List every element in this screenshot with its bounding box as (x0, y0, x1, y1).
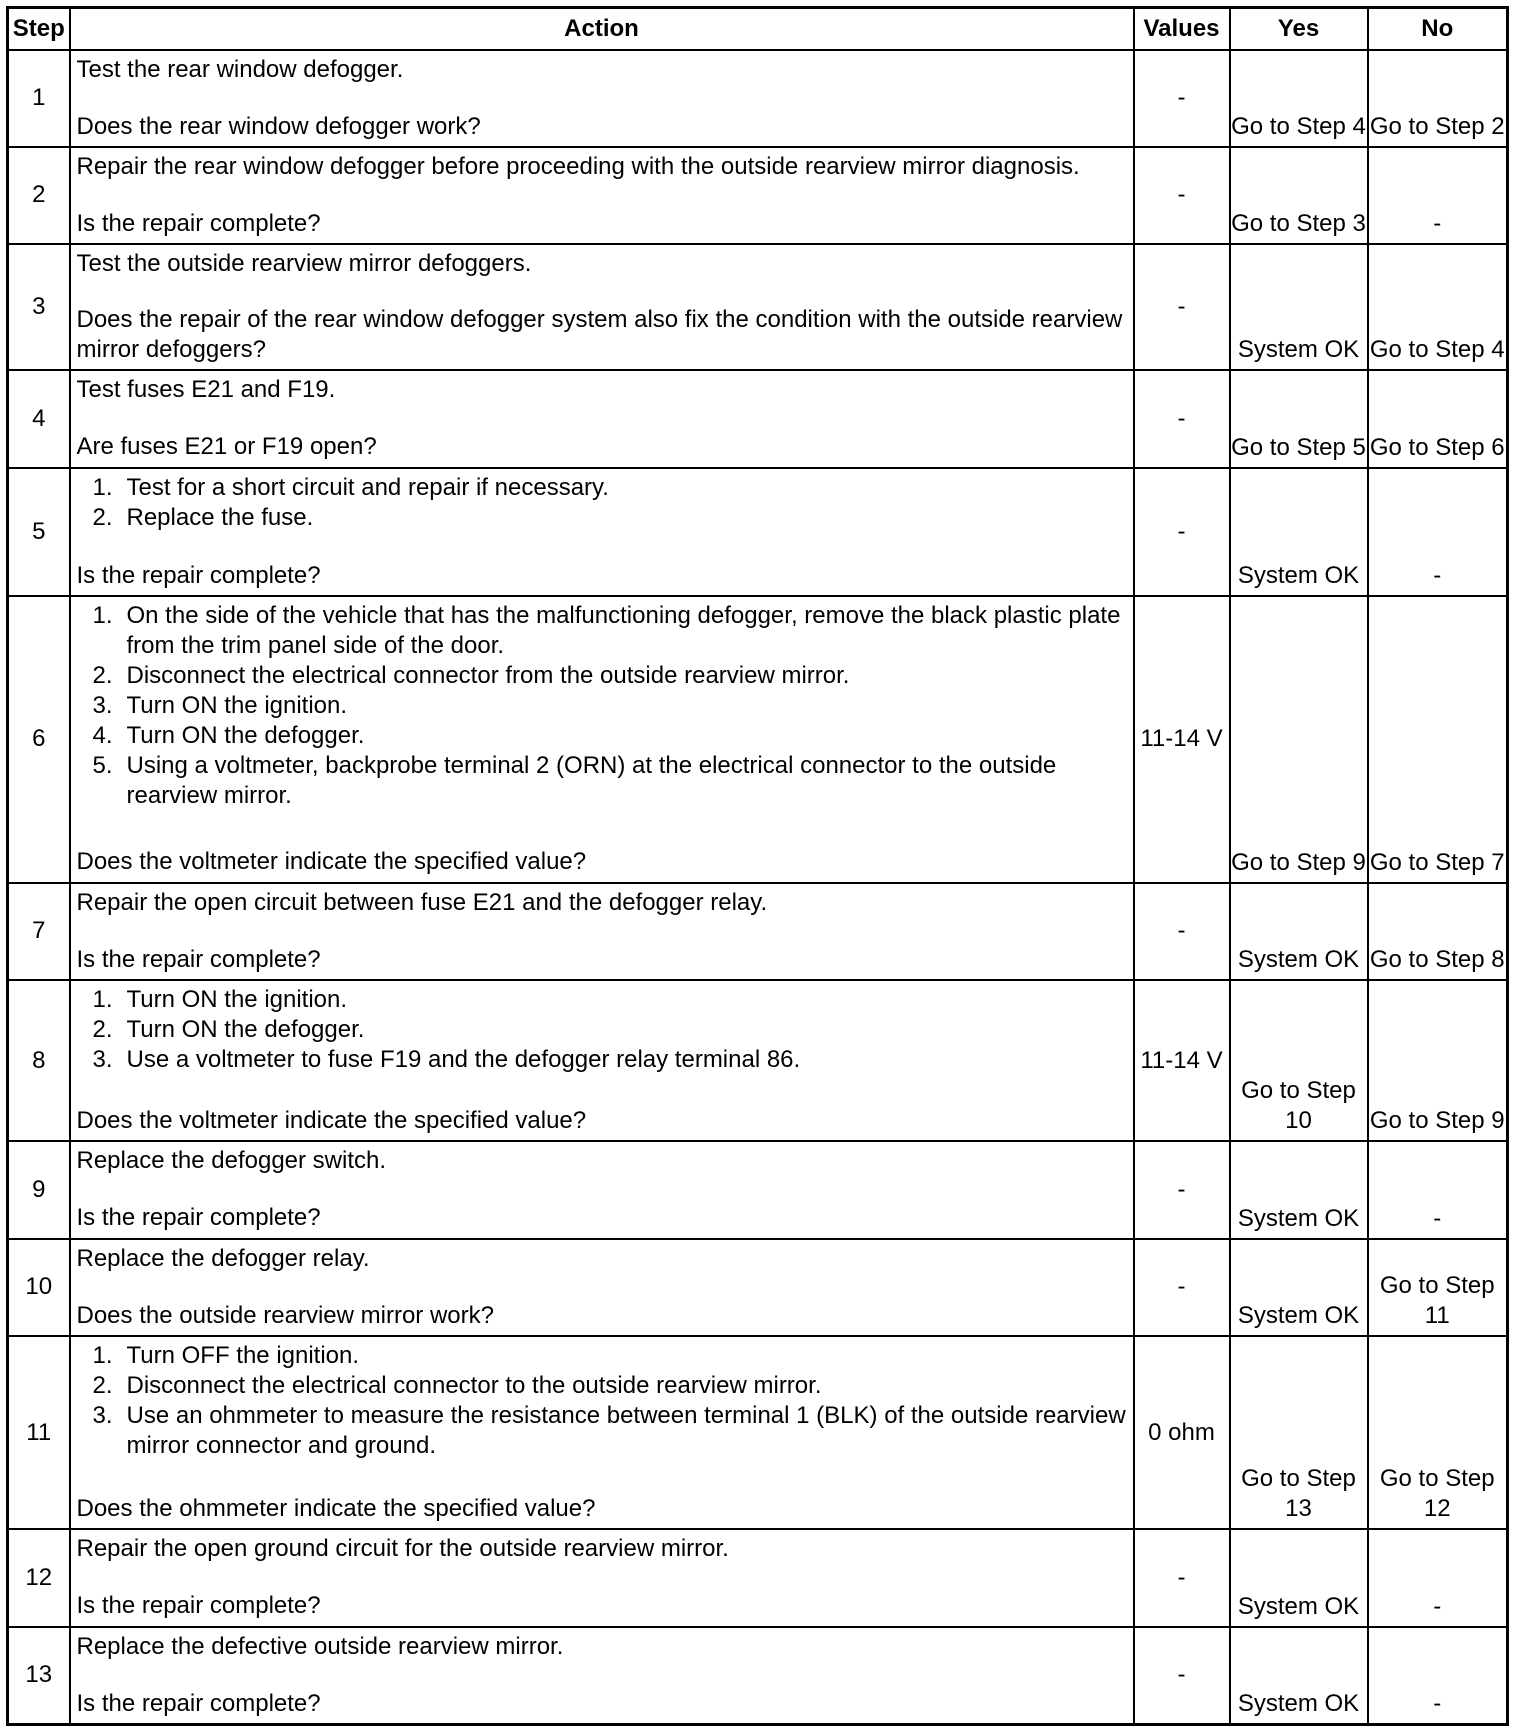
action-cell (70, 1336, 1134, 1530)
yes-action: System OK (1230, 1627, 1368, 1725)
yes-action: System OK (1230, 468, 1368, 596)
action-instructions (77, 1244, 1127, 1296)
action-content (77, 888, 1127, 975)
action-instructions (77, 1341, 1127, 1483)
action-cell (70, 468, 1134, 596)
step-number: 3 (8, 244, 70, 370)
header-row (8, 8, 1508, 50)
value-cell: - (1134, 50, 1230, 147)
action-instructions (77, 1534, 1127, 1586)
action-step-item: Use an ohmmeter to measure the resistance between terminal 1 (BLK) of the outside rearview mirror connector and ground. (126, 1401, 1126, 1459)
action-instructions (77, 473, 1127, 555)
action-step-item: Disconnect the electrical connector to the outside rearview mirror. (126, 1371, 822, 1399)
no-action: - (1368, 1627, 1508, 1725)
action-question: Is the repair complete? (76, 1204, 321, 1232)
table-body (8, 50, 1508, 1725)
action-instructions (77, 601, 1127, 833)
table-row (8, 244, 1508, 370)
action-text: Replace the defogger relay. (76, 1244, 370, 1272)
action-content (77, 249, 1127, 365)
action-instructions (77, 1146, 1127, 1198)
action-step-item: Replace the fuse. (126, 503, 314, 531)
action-text: Test the outside rearview mirror defoggers. (76, 250, 532, 277)
action-text: Repair the open circuit between fuse E21 and the defogger relay. (76, 888, 768, 916)
no-action: - (1368, 468, 1508, 596)
no-action: - (1368, 1141, 1508, 1238)
action-step-item: Disconnect the electrical connector from the outside rearview mirror. (126, 661, 850, 689)
action-step-item: Turn ON the ignition. (126, 985, 348, 1013)
action-question: Is the repair complete? (76, 945, 321, 973)
no-action: Go to Step 7 (1368, 596, 1508, 883)
no-action: Go to Step 9 (1368, 980, 1508, 1141)
action-text: Repair the open ground circuit for the outside rearview mirror. (76, 1535, 729, 1563)
action-cell (70, 370, 1134, 467)
yes-action: Go to Step 3 (1230, 147, 1368, 244)
yes-action: System OK (1230, 244, 1368, 370)
action-question: Is the repair complete? (76, 561, 321, 589)
table-row (8, 147, 1508, 244)
action-steps-list (77, 1341, 1127, 1461)
action-text: Repair the rear window defogger before proceeding with the outside rearview mirror diagnosis. (76, 152, 1080, 180)
action-instructions (77, 249, 1127, 301)
action-text: Replace the defogger switch. (76, 1147, 387, 1175)
table-row (8, 1627, 1508, 1725)
action-step-item: On the side of the vehicle that has the malfunctioning defogger, remove the black plastic plate from the trim panel side of the door. (126, 601, 1121, 659)
action-cell (70, 147, 1134, 244)
step-number: 10 (8, 1239, 70, 1336)
action-instructions (77, 152, 1127, 204)
action-step-item: Turn ON the defogger. (126, 1015, 365, 1043)
action-steps-list (77, 985, 1127, 1075)
action-cell (70, 596, 1134, 883)
step-number: 5 (8, 468, 70, 596)
step-number: 12 (8, 1529, 70, 1626)
value-cell: - (1134, 1529, 1230, 1626)
action-content (77, 55, 1127, 142)
no-action: Go to Step 8 (1368, 883, 1508, 980)
step-number: 6 (8, 596, 70, 883)
action-question: Does the voltmeter indicate the specified value? (76, 1106, 587, 1134)
step-number: 9 (8, 1141, 70, 1238)
header-step: Step (8, 8, 70, 50)
action-question: Does the outside rearview mirror work? (76, 1301, 494, 1329)
table-row (8, 468, 1508, 596)
value-cell: - (1134, 1627, 1230, 1725)
no-action: - (1368, 147, 1508, 244)
step-number: 4 (8, 370, 70, 467)
step-number: 13 (8, 1627, 70, 1725)
action-question: Is the repair complete? (76, 209, 321, 237)
yes-action: Go to Step 13 (1230, 1336, 1368, 1530)
value-cell: - (1134, 147, 1230, 244)
value-cell: - (1134, 244, 1230, 370)
action-step-item: Turn ON the ignition. (126, 691, 348, 719)
action-step-item: Test for a short circuit and repair if necessary. (126, 473, 609, 501)
action-question: Does the ohmmeter indicate the specified value? (76, 1494, 596, 1522)
step-number: 2 (8, 147, 70, 244)
action-steps-list (77, 601, 1127, 811)
action-step-item: Using a voltmeter, backprobe terminal 2 (ORN) at the electrical connector to the outside rearview mirror. (126, 751, 1057, 809)
action-cell (70, 1627, 1134, 1725)
action-cell (70, 980, 1134, 1141)
table-row (8, 980, 1508, 1141)
action-content (77, 375, 1127, 462)
action-content (77, 1146, 1127, 1233)
table-row (8, 1239, 1508, 1336)
action-cell (70, 1239, 1134, 1336)
action-content (77, 985, 1127, 1136)
action-content (77, 1341, 1127, 1524)
table-row (8, 1529, 1508, 1626)
action-content (77, 152, 1127, 239)
action-step-item: Turn OFF the ignition. (126, 1341, 360, 1369)
action-cell (70, 883, 1134, 980)
yes-action: System OK (1230, 1141, 1368, 1238)
no-action: Go to Step 11 (1368, 1239, 1508, 1336)
value-cell: - (1134, 370, 1230, 467)
action-content (77, 601, 1127, 877)
table-row (8, 1141, 1508, 1238)
value-cell: 0 ohm (1134, 1336, 1230, 1530)
step-number: 7 (8, 883, 70, 980)
no-action: Go to Step 2 (1368, 50, 1508, 147)
header-action: Action (70, 8, 1134, 50)
action-step-item: Turn ON the defogger. (126, 721, 365, 749)
action-question: Does the rear window defogger work? (76, 112, 481, 140)
action-instructions (77, 375, 1127, 427)
header-values: Values (1134, 8, 1230, 50)
value-cell: - (1134, 468, 1230, 596)
action-question: Does the voltmeter indicate the specified value? (76, 847, 587, 875)
table-row (8, 883, 1508, 980)
value-cell: 11-14 V (1134, 980, 1230, 1141)
table-row (8, 50, 1508, 147)
value-cell: 11-14 V (1134, 596, 1230, 883)
action-content (77, 1244, 1127, 1331)
action-question: Is the repair complete? (76, 1592, 321, 1620)
diagnostic-table (6, 6, 1509, 1726)
step-number: 11 (8, 1336, 70, 1530)
action-cell (70, 1529, 1134, 1626)
action-question: Is the repair complete? (76, 1689, 321, 1717)
table-row (8, 370, 1508, 467)
action-cell (70, 1141, 1134, 1238)
yes-action: System OK (1230, 1239, 1368, 1336)
yes-action: System OK (1230, 1529, 1368, 1626)
step-number: 8 (8, 980, 70, 1141)
no-action: Go to Step 12 (1368, 1336, 1508, 1530)
yes-action: Go to Step 4 (1230, 50, 1368, 147)
action-steps-list (77, 473, 1127, 533)
action-instructions (77, 1632, 1127, 1684)
table-row (8, 596, 1508, 883)
yes-action: Go to Step 9 (1230, 596, 1368, 883)
yes-action: Go to Step 5 (1230, 370, 1368, 467)
action-content (77, 473, 1127, 591)
action-instructions (77, 888, 1127, 940)
yes-action: System OK (1230, 883, 1368, 980)
value-cell: - (1134, 1141, 1230, 1238)
action-text: Test the rear window defogger. (76, 55, 404, 83)
action-cell (70, 50, 1134, 147)
yes-action: Go to Step 10 (1230, 980, 1368, 1141)
action-content (77, 1632, 1127, 1719)
action-instructions (77, 985, 1127, 1097)
value-cell: - (1134, 1239, 1230, 1336)
table-row (8, 1336, 1508, 1530)
action-instructions (77, 55, 1127, 107)
no-action: Go to Step 4 (1368, 244, 1508, 370)
no-action: Go to Step 6 (1368, 370, 1508, 467)
action-question: Does the repair of the rear window defogger system also fix the condition with the outside rearview mirror defoggers? (76, 306, 1123, 363)
action-text: Test fuses E21 and F19. (76, 376, 336, 404)
step-number: 1 (8, 50, 70, 147)
action-text: Replace the defective outside rearview mirror. (76, 1632, 564, 1660)
action-step-item: Use a voltmeter to fuse F19 and the defogger relay terminal 86. (126, 1045, 801, 1073)
header-yes: Yes (1230, 8, 1368, 50)
value-cell: - (1134, 883, 1230, 980)
action-cell (70, 244, 1134, 370)
action-question: Are fuses E21 or F19 open? (76, 433, 377, 461)
action-content (77, 1534, 1127, 1621)
no-action: - (1368, 1529, 1508, 1626)
header-no: No (1368, 8, 1508, 50)
